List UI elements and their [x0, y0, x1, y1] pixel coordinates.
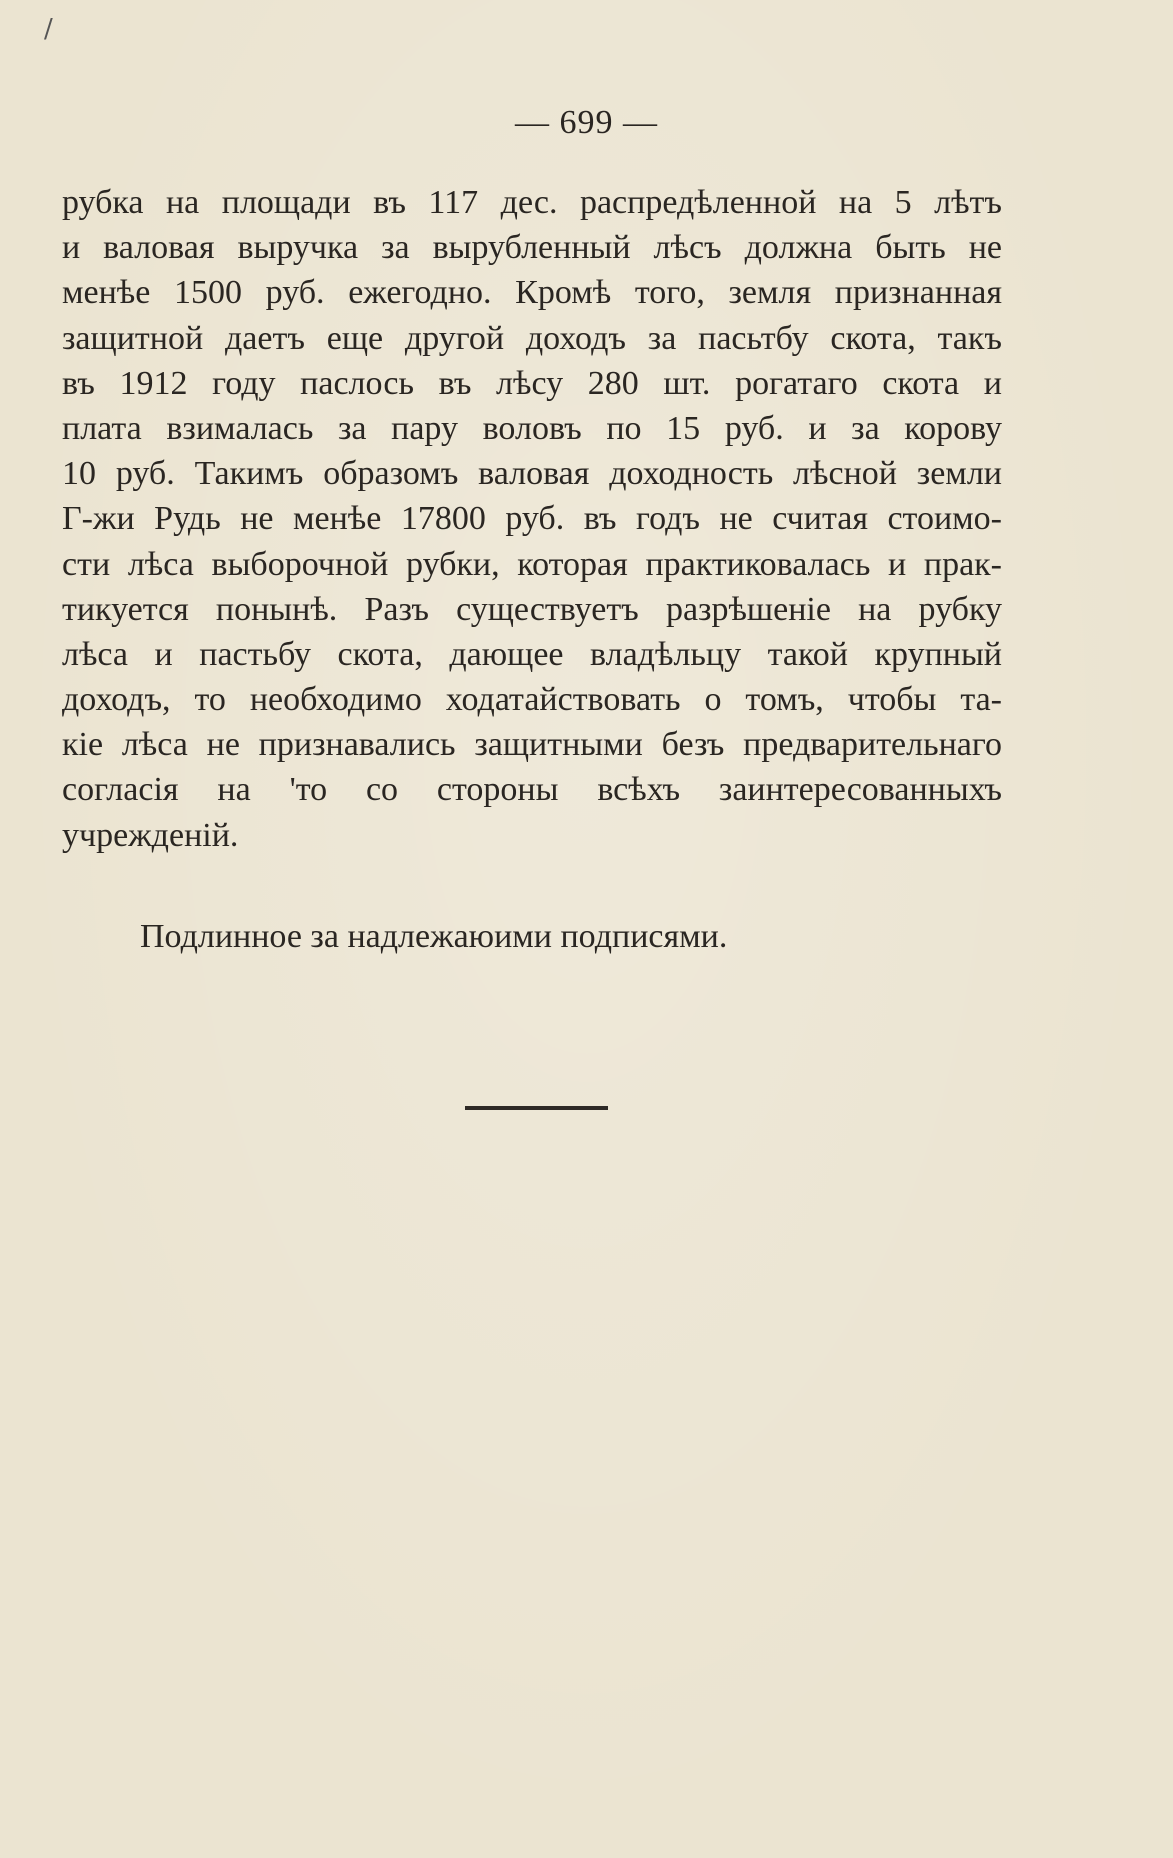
attestation-note: Подлинное за надлежаюими подписями.	[140, 918, 728, 955]
paragraph-line: тикуется понынѣ. Разъ существуетъ разрѣшеніе на рубку	[62, 590, 1002, 628]
main-paragraph	[62, 180, 1002, 858]
paragraph-line: согласія на 'то со стороны всѣхъ заинтересованныхъ	[62, 771, 1002, 809]
paragraph-line: учрежденій.	[62, 816, 239, 854]
paragraph-line: плата взималась за пару воловъ по 15 руб. и за корову	[62, 409, 1002, 447]
paragraph-line: и валовая выручка за вырубленный лѣсъ должна быть не	[62, 229, 1002, 267]
paragraph-line: сти лѣса выборочной рубки, которая практиковалась и прак-	[62, 545, 1002, 583]
paragraph-line: Г-жи Рудь не менѣе 17800 руб. въ годъ не считая стоимо-	[62, 500, 1002, 538]
paragraph-line: кіе лѣса не признавались защитными безъ предварительнаго	[62, 726, 1002, 764]
paragraph-line: менѣе 1500 руб. ежегодно. Кромѣ того, земля признанная	[62, 274, 1002, 312]
closing-rule	[465, 1106, 608, 1110]
paragraph-line: лѣса и пастьбу скота, дающее владѣльцу такой крупный	[62, 635, 1002, 673]
paragraph-line: рубка на площади въ 117 дес. распредѣленной на 5 лѣтъ	[62, 184, 1002, 221]
corner-mark: /	[44, 14, 53, 44]
paragraph-line: защитной даетъ еще другой доходъ за пасьтбу скота, такъ	[62, 319, 1002, 357]
paragraph-line: 10 руб. Такимъ образомъ валовая доходность лѣсной земли	[62, 455, 1002, 493]
paragraph-line: въ 1912 году паслось въ лѣсу 280 шт. рогатаго скота и	[62, 364, 1002, 402]
page-number: — 699 —	[515, 104, 658, 141]
paragraph-line: доходъ, то необходимо ходатайствовать о томъ, чтобы та-	[62, 681, 1002, 719]
